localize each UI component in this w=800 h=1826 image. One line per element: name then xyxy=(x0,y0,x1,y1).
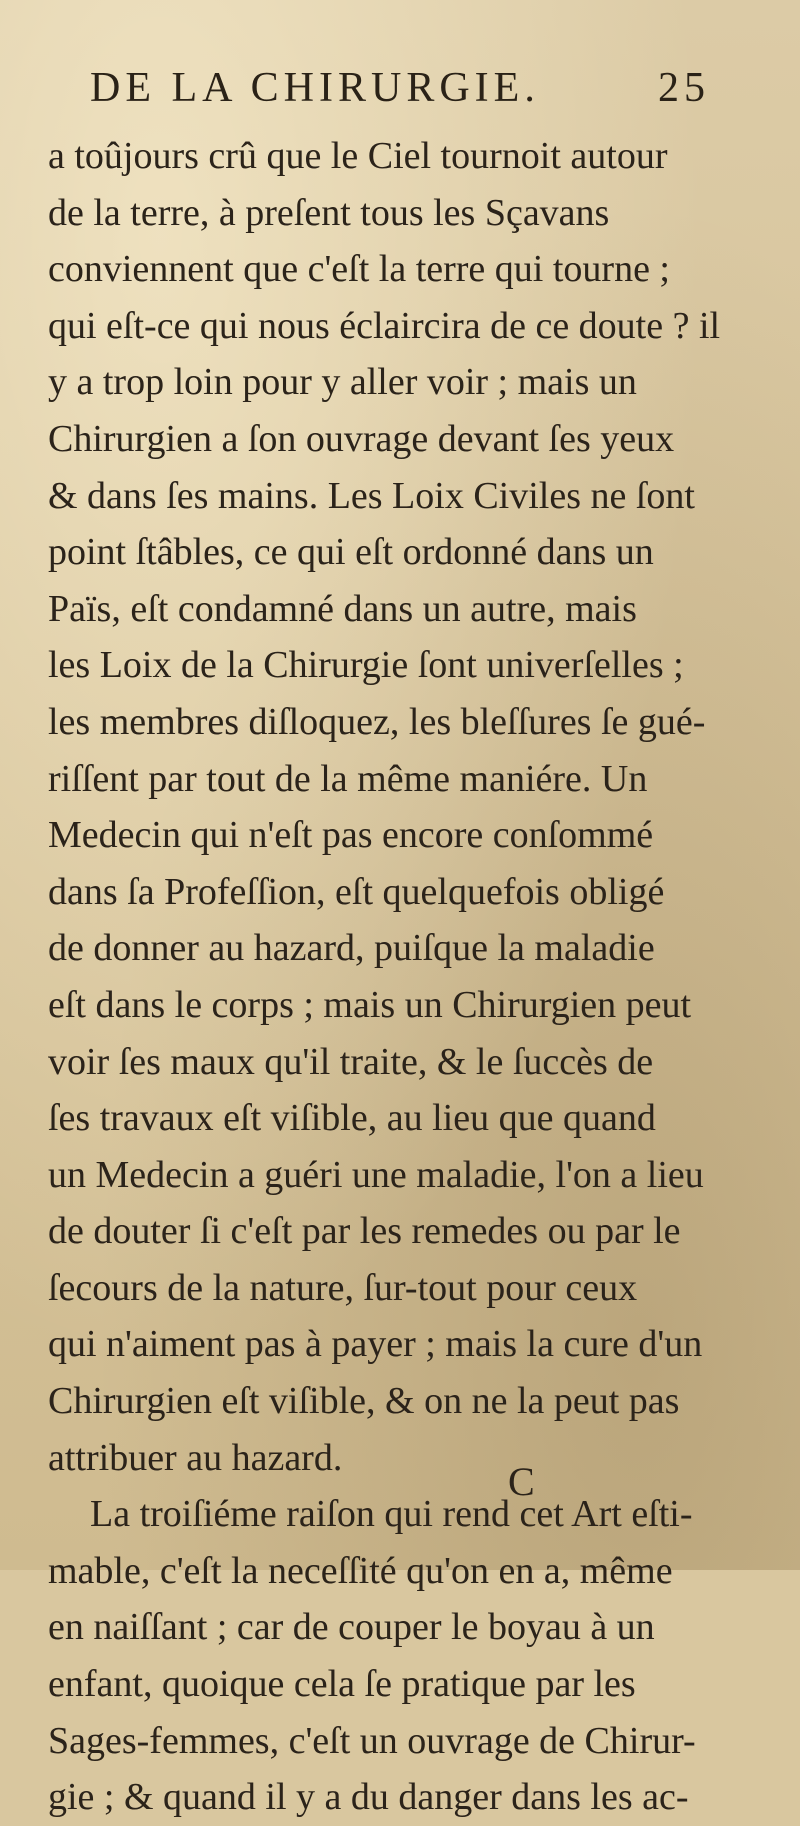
text-line: Chirurgien a ſon ouvrage devant ſes yeux xyxy=(48,417,675,460)
text-line: voir ſes maux qu'il traite, & le ſuccès de xyxy=(48,1040,654,1083)
text-line: conviennent que c'eſt la terre qui tourne ; xyxy=(48,248,670,291)
text-line: les Loix de la Chirurgie ſont univerſelles ; xyxy=(48,644,684,687)
text-line: Medecin qui n'eſt pas encore conſommé xyxy=(48,814,654,857)
body-text xyxy=(48,128,788,1826)
text-line: point ſtâbles, ce qui eſt ordonné dans un xyxy=(48,531,654,574)
text-line: de donner au hazard, puiſque la maladie xyxy=(48,927,655,970)
text-line: qui n'aiment pas à payer ; mais la cure d'un xyxy=(48,1323,703,1366)
running-title: DE LA CHIRURGIE. xyxy=(90,65,540,111)
running-header xyxy=(90,64,710,124)
text-line: attribuer au hazard. xyxy=(48,1436,343,1479)
text-line: un Medecin a guéri une maladie, l'on a lieu xyxy=(48,1153,704,1196)
text-line: qui eſt-ce qui nous éclaircira de ce doute ? il xyxy=(48,304,721,347)
text-line: & dans ſes mains. Les Loix Civiles ne ſont xyxy=(48,474,695,517)
text-line: ſecours de la nature, ſur-tout pour ceux xyxy=(48,1266,638,1309)
text-line: ſes travaux eſt viſible, au lieu que quand xyxy=(48,1097,656,1140)
text-line: enfant, quoique cela ſe pratique par les xyxy=(48,1663,636,1706)
text-line: de la terre, à preſent tous les Sçavans xyxy=(48,191,610,234)
text-line: mable, c'eſt la neceſſité qu'on en a, même xyxy=(48,1549,673,1592)
signature-mark: C xyxy=(508,1459,535,1504)
text-line: de douter ſi c'eſt par les remedes ou par le xyxy=(48,1210,681,1253)
text-line: eſt dans le corps ; mais un Chirurgien peut xyxy=(48,983,692,1026)
text-line: a toûjours crû que le Ciel tournoit autour xyxy=(48,135,668,177)
page-number: 25 xyxy=(658,65,710,111)
text-line: en naiſſant ; car de couper le boyau à un xyxy=(48,1606,655,1649)
text-line: gie ; & quand il y a du danger dans les ac- xyxy=(48,1776,689,1819)
text-line: Païs, eſt condamné dans un autre, mais xyxy=(48,587,637,630)
text-line: les membres diſloquez, les bleſſures ſe gué- xyxy=(48,700,706,743)
text-line: Sages-femmes, c'eſt un ouvrage de Chirur- xyxy=(48,1719,696,1762)
text-line: Chirurgien eſt viſible, & on ne la peut pas xyxy=(48,1380,680,1423)
text-line: y a trop loin pour y aller voir ; mais un xyxy=(48,361,637,404)
text-line: dans ſa Profeſſion, eſt quelquefois obligé xyxy=(48,870,665,913)
text-line: riſſent par tout de la même maniére. Un xyxy=(48,757,648,800)
paragraph-start-line: La troiſiéme raiſon qui rend cet Art eſti- xyxy=(90,1493,693,1536)
